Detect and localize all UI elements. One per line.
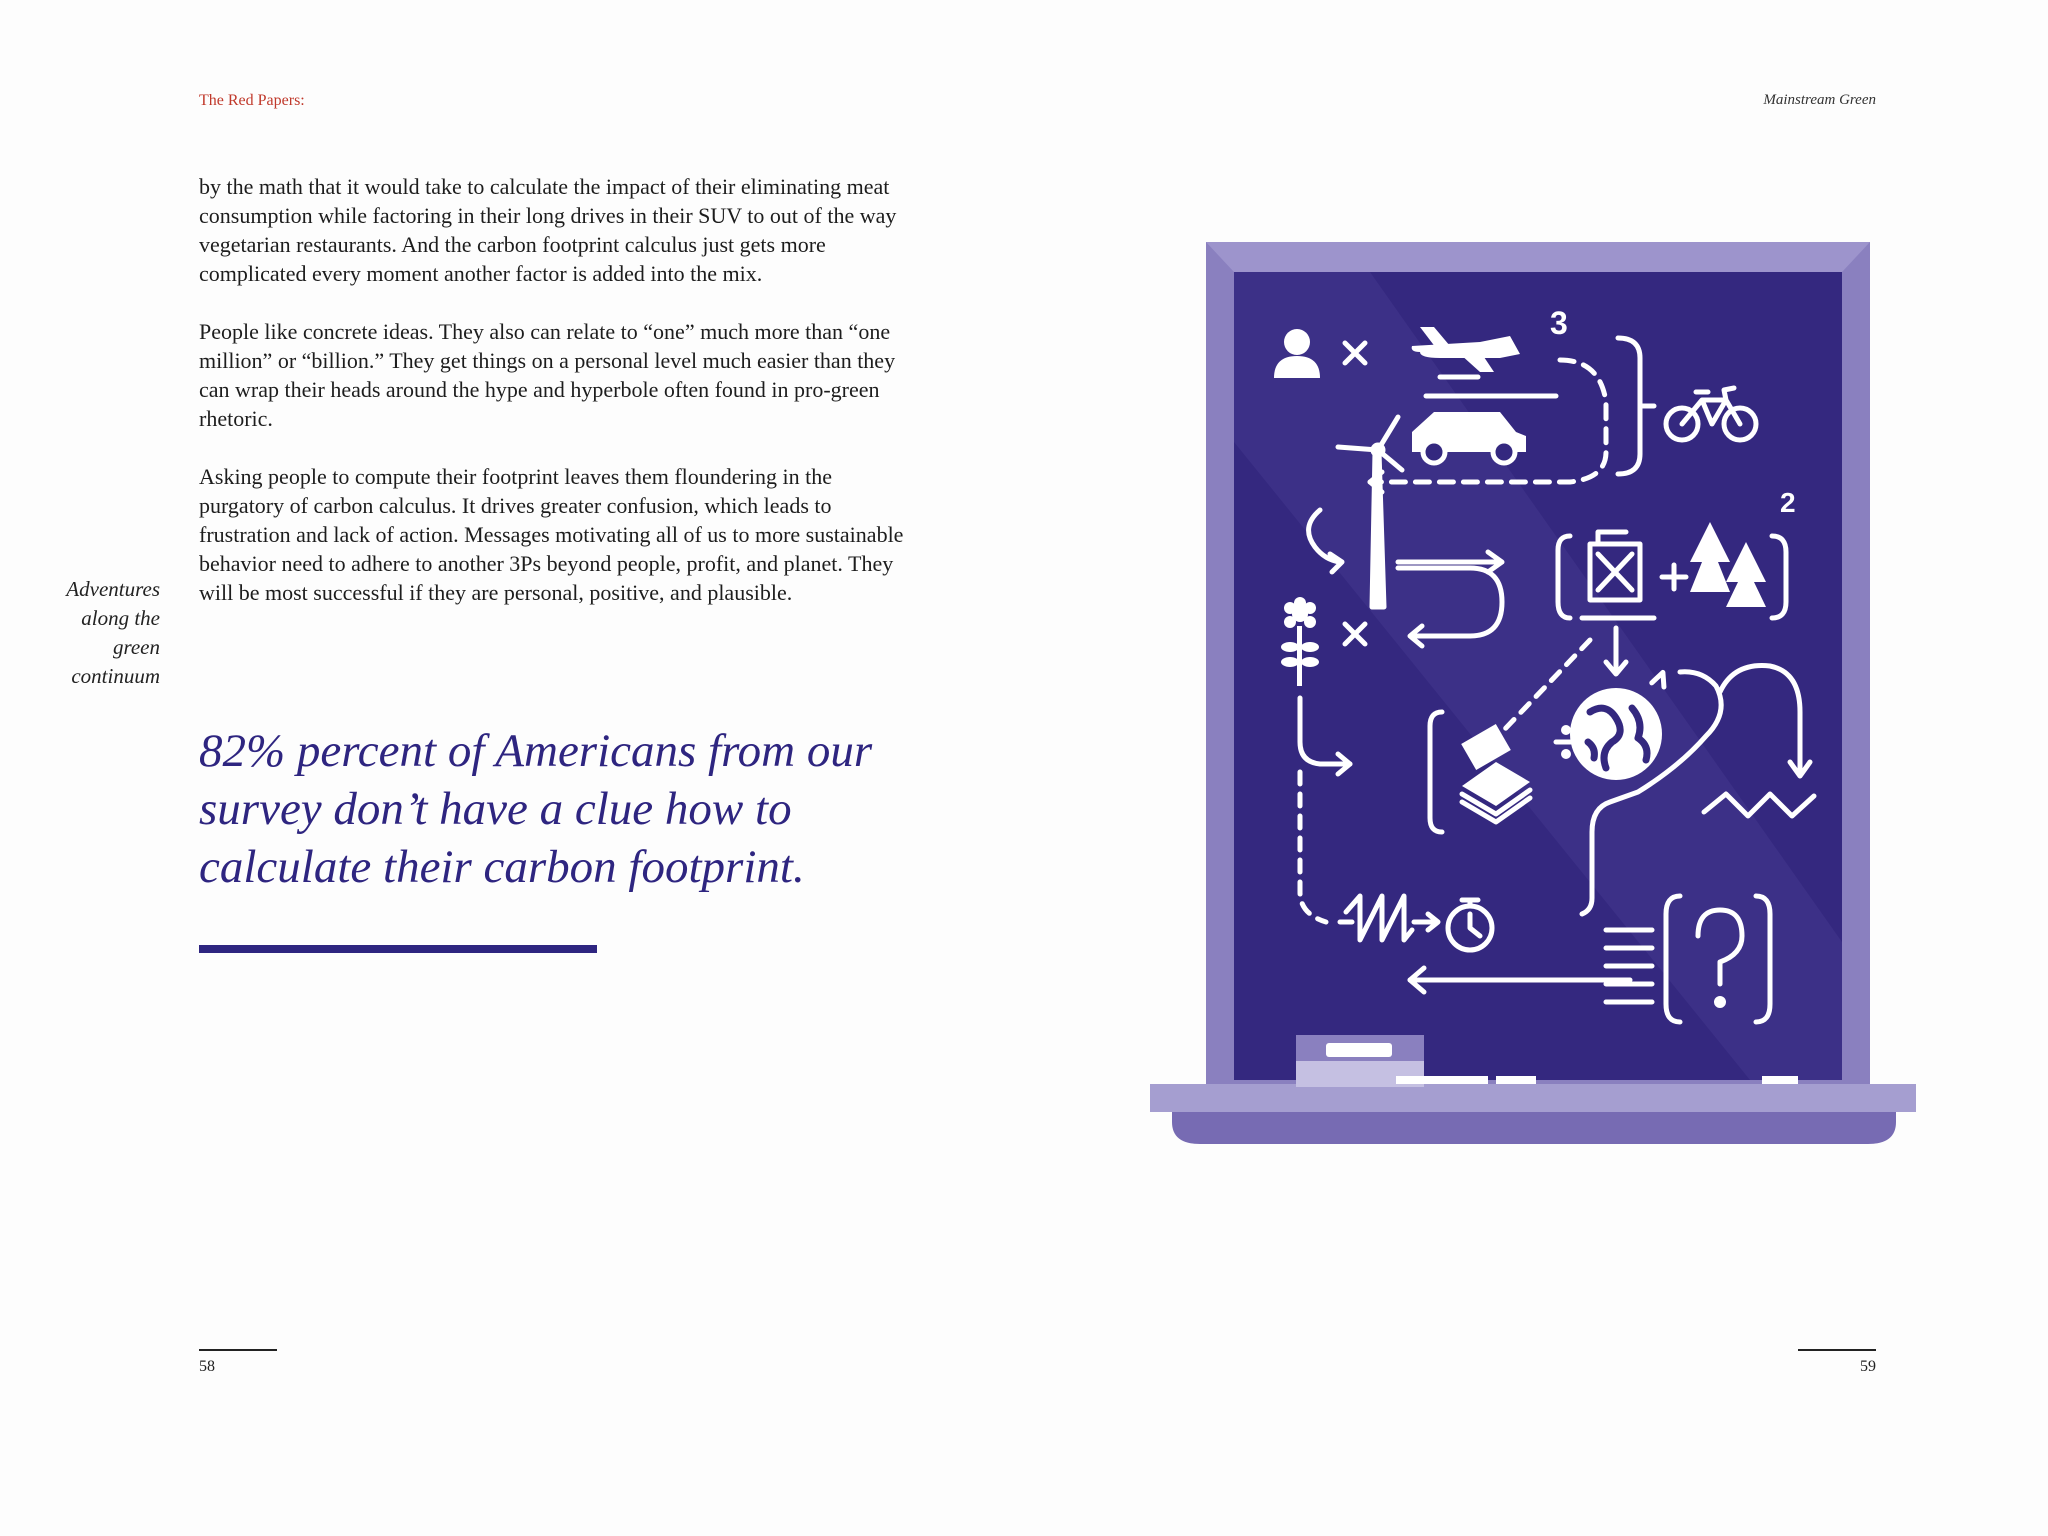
- chalkboard-illustration: [1150, 242, 1920, 1154]
- body-text: [199, 172, 919, 636]
- margin-note: Adventures along the green continuum: [66, 577, 160, 688]
- page-number-right: 59: [1860, 1358, 1876, 1375]
- numeral-two: 2: [1780, 487, 1796, 518]
- folio-rule-right: [1798, 1349, 1876, 1351]
- page-number-left: 58: [199, 1358, 215, 1375]
- pull-quote: 82% percent of Americans from our survey don’t have a clue how to calculate their carbon footprint.: [199, 725, 873, 893]
- numeral-three: 3: [1550, 305, 1568, 341]
- body-paragraph-1: by the math that it would take to calculate the impact of their eliminating meat consumption while factoring in their long drives in their SUV to out of the way vegetarian restaurants. And the carbon footprint calculus just gets more complicated every moment another factor is added into the mix.: [199, 174, 897, 286]
- running-header-right: Mainstream Green: [1763, 92, 1876, 108]
- body-paragraph-2: People like concrete ideas. They also can relate to “one” much more than “one million” or “billion.” They get things on a personal level much easier than they can wrap their heads around the hype and hyperbole often found in pro-green rhetoric.: [199, 319, 896, 431]
- body-paragraph-3: Asking people to compute their footprint leaves them floundering in the purgatory of carbon calculus. It drives greater confusion, which leads to frustration and lack of action. Messages motivating all of us to more sustainable behavior need to adhere to another 3Ps beyond people, profit, and planet. They will be most successful if they are personal, positive, and plausible.: [199, 464, 904, 605]
- globe-icon: [1570, 688, 1662, 780]
- chalkboard-ledge: [1150, 1084, 1916, 1112]
- chalk-stick-icon: [1396, 1076, 1488, 1084]
- folio-rule-left: [199, 1349, 277, 1351]
- running-header-left: The Red Papers:: [199, 92, 305, 109]
- pull-quote-rule: [199, 945, 597, 953]
